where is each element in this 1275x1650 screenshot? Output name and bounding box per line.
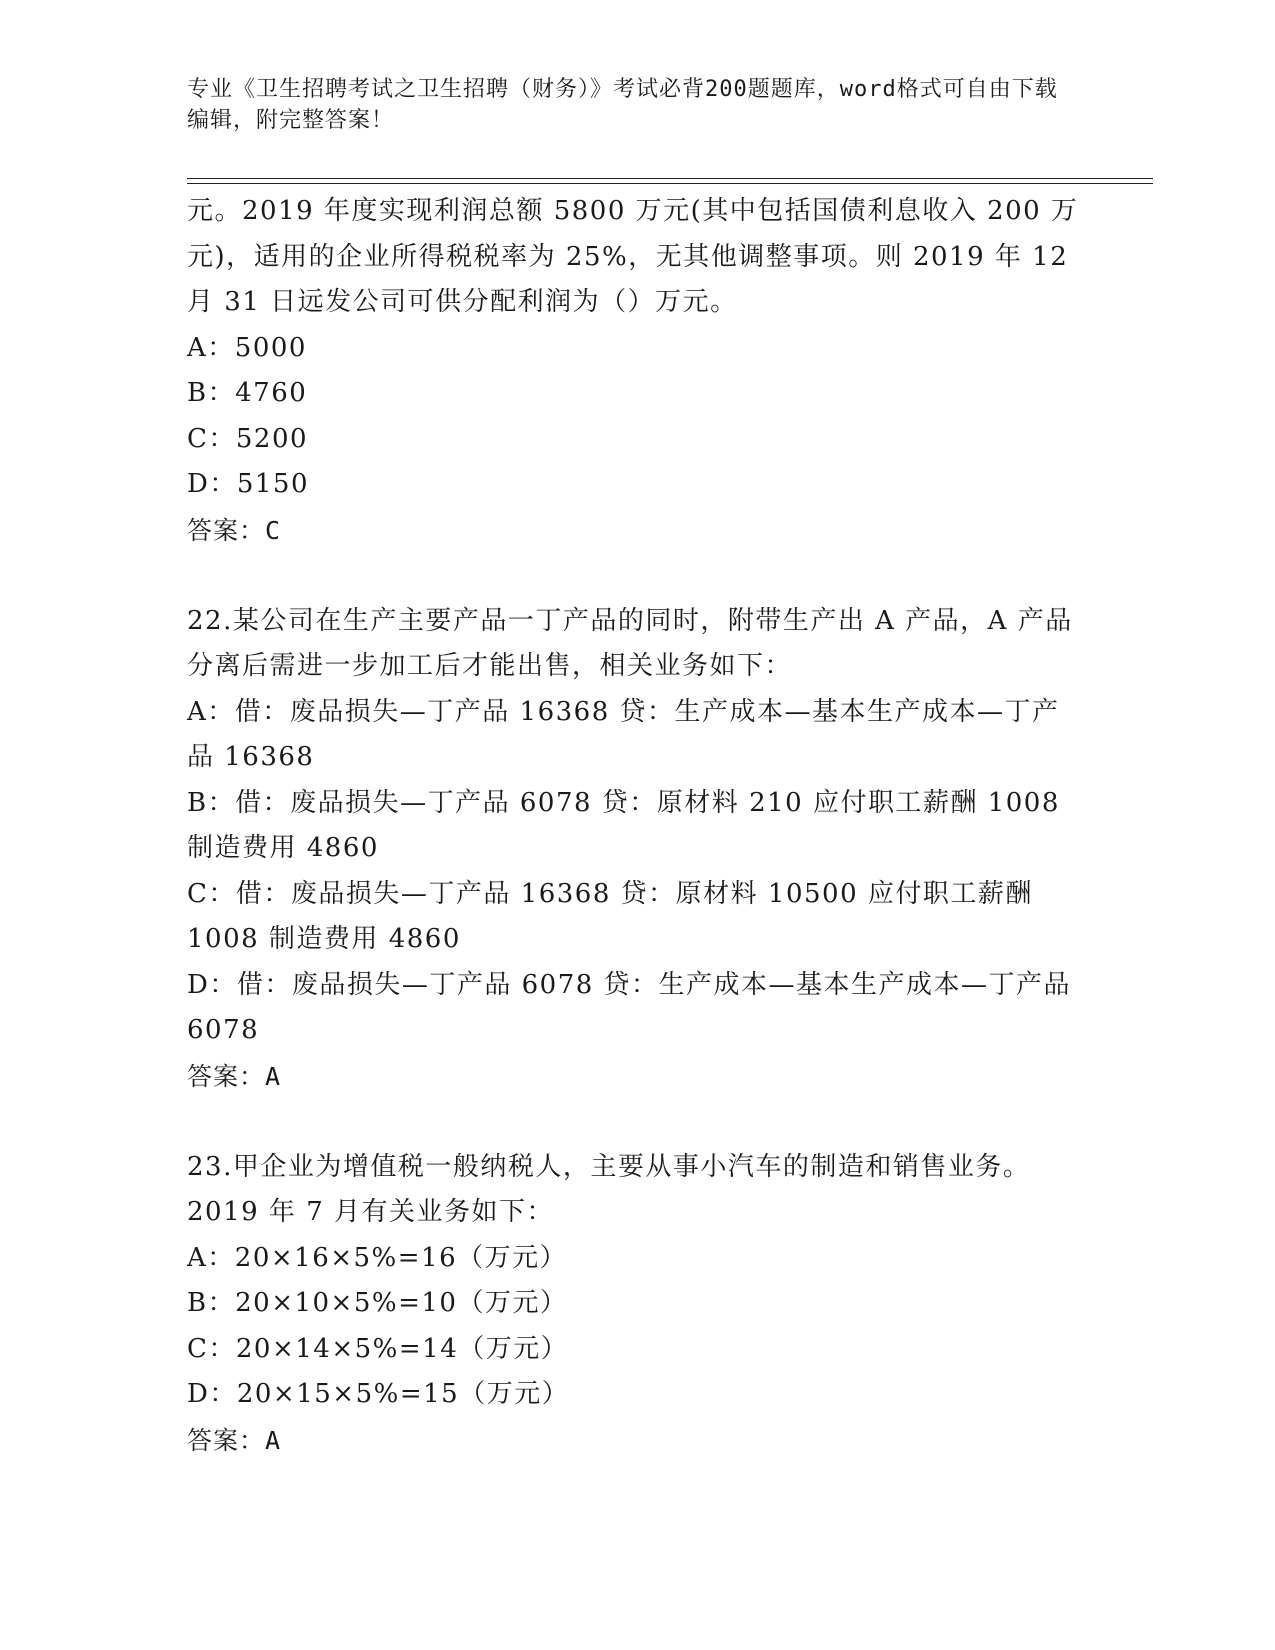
option-b: B：20×10×5%=10（万元） bbox=[187, 1288, 568, 1318]
header-rule-top bbox=[187, 178, 1153, 179]
option-c: C：20×14×5%=14（万元） bbox=[187, 1333, 569, 1364]
answer: 答案：A bbox=[187, 1425, 282, 1455]
question-text: 元。2019 年度实现利润总额 5800 万元(其中包括国债利息收入 200 万元)，适用的企业所得税税率为 25%，无其他调整事项。则 2019 年 12 月 31 日远发公司可供分配利润为（）万元。 bbox=[187, 196, 1079, 317]
spacer bbox=[187, 1099, 1087, 1145]
question-22 bbox=[187, 599, 1087, 1100]
option-a: A：5000 bbox=[187, 332, 307, 363]
answer: 答案：A bbox=[187, 1061, 282, 1091]
option-d: D：20×15×5%=15（万元） bbox=[187, 1379, 570, 1409]
option-a: A：20×16×5%=16（万元） bbox=[187, 1242, 568, 1273]
document-header: 专业《卫生招聘考试之卫生招聘（财务）》考试必背200题题库，word格式可自由下载编辑，附完整答案！ bbox=[187, 77, 1058, 133]
option-c: C：5200 bbox=[187, 423, 309, 454]
answer: 答案：C bbox=[187, 515, 282, 545]
question-21 bbox=[187, 189, 1087, 553]
question-23 bbox=[187, 1145, 1087, 1464]
question-text: 23.甲企业为增值税一般纳税人，主要从事小汽车的制造和销售业务。2019 年 7 月有关业务如下： bbox=[187, 1151, 1031, 1227]
document-body bbox=[187, 189, 1087, 1463]
spacer bbox=[187, 553, 1087, 599]
option-b: B：借：废品损失—丁产品 6078 贷：原材料 210 应付职工薪酬 1008 制造费用 4860 bbox=[187, 787, 1060, 863]
option-d: D：借：废品损失—丁产品 6078 贷：生产成本—基本生产成本—丁产品 6078 bbox=[187, 969, 1072, 1045]
option-d: D：5150 bbox=[187, 469, 310, 499]
option-b: B：4760 bbox=[187, 378, 308, 408]
option-a: A：借：废品损失—丁产品 16368 贷：生产成本—基本生产成本—丁产品 16368 bbox=[187, 696, 1060, 772]
question-text: 22.某公司在生产主要产品一丁产品的同时，附带生产出 A 产品，A 产品分离后需进一步加工后才能出售，相关业务如下： bbox=[187, 605, 1073, 681]
option-c: C：借：废品损失—丁产品 16368 贷：原材料 10500 应付职工薪酬 1008 制造费用 4860 bbox=[187, 878, 1033, 954]
header-rule-bottom bbox=[187, 183, 1153, 184]
